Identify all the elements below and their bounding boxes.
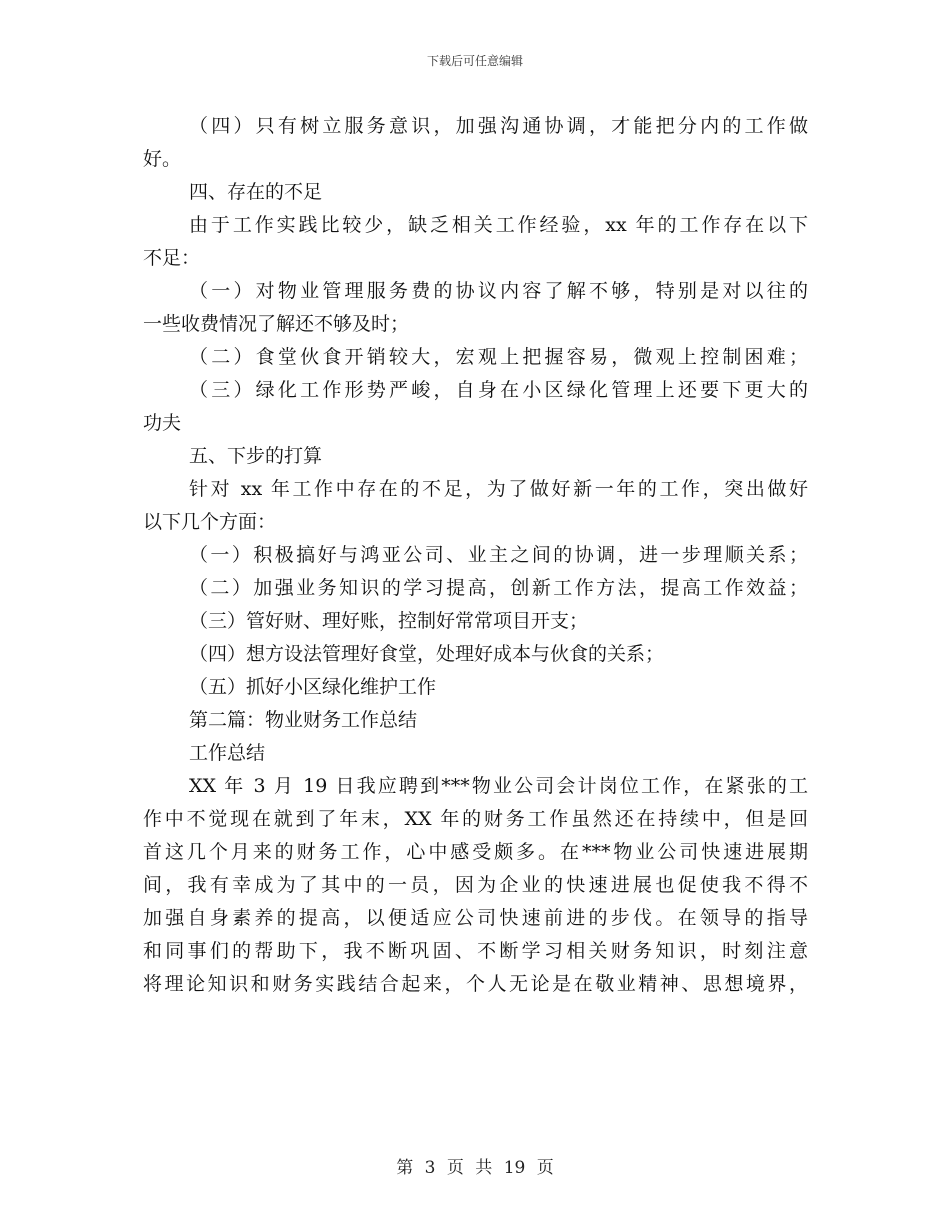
list-item: （一）对物业管理服务费的协议内容了解不够，特别是对以往的 — [189, 280, 808, 302]
list-item: （五）抓好小区绿化维护工作 — [189, 676, 437, 698]
text-line: 首这几个月来的财务工作，心中感受颇多。在***物业公司快速进展期 — [143, 841, 808, 863]
text-line: 加强自身素养的提高，以便适应公司快速前进的步伐。在领导的指导 — [143, 907, 808, 929]
chapter-heading: 第二篇：物业财务工作总结 — [189, 709, 418, 731]
list-item: （二）食堂伙食开销较大，宏观上把握容易，微观上控制困难； — [189, 346, 808, 368]
text-line: 功夫 — [143, 412, 182, 434]
text-line: XX 年 3 月 19 日我应聘到***物业公司会计岗位工作，在紧张的工 — [189, 775, 808, 797]
text-line: 由于工作实践比较少，缺乏相关工作经验，xx 年的工作存在以下 — [189, 214, 808, 236]
text-line: 将理论知识和财务实践结合起来，个人无论是在敬业精神、思想境界， — [143, 973, 808, 995]
text-line: 针对 xx 年工作中存在的不足，为了做好新一年的工作，突出做好 — [189, 478, 808, 500]
list-item: （二）加强业务知识的学习提高，创新工作方法，提高工作效益； — [189, 577, 808, 599]
text-line: 以下几个方面： — [143, 511, 277, 533]
list-item: （四）想方设法管理好食堂，处理好成本与伙食的关系； — [189, 643, 665, 665]
text-line: 好。 — [143, 148, 182, 170]
document-body — [143, 110, 808, 1001]
text-line: 间，我有幸成为了其中的一员，因为企业的快速进展也促使我不得不 — [143, 874, 808, 896]
text-line: 和同事们的帮助下，我不断巩固、不断学习相关财务知识，时刻注意 — [143, 940, 808, 962]
text-line: 不足： — [143, 247, 201, 269]
page-number-footer: 第 3 页 共 19 页 — [396, 1158, 554, 1178]
list-item: （三）管好财、理好账，控制好常常项目开支； — [189, 610, 589, 632]
section-heading: 五、下步的打算 — [189, 445, 323, 467]
text-line: 一些收费情况了解还不够及时； — [143, 313, 410, 335]
page-header-note: 下载后可任意编辑 — [426, 54, 523, 68]
section-heading: 四、存在的不足 — [189, 181, 323, 203]
text-line: 作中不觉现在就到了年末，XX 年的财务工作虽然还在持续中，但是回 — [143, 808, 808, 830]
list-item: （三）绿化工作形势严峻，自身在小区绿化管理上还要下更大的 — [189, 379, 808, 401]
text-line: （四）只有树立服务意识，加强沟通协调，才能把分内的工作做 — [189, 115, 808, 137]
list-item: （一）积极搞好与鸿亚公司、业主之间的协调，进一步理顺关系； — [189, 544, 808, 566]
subheading: 工作总结 — [189, 742, 266, 764]
